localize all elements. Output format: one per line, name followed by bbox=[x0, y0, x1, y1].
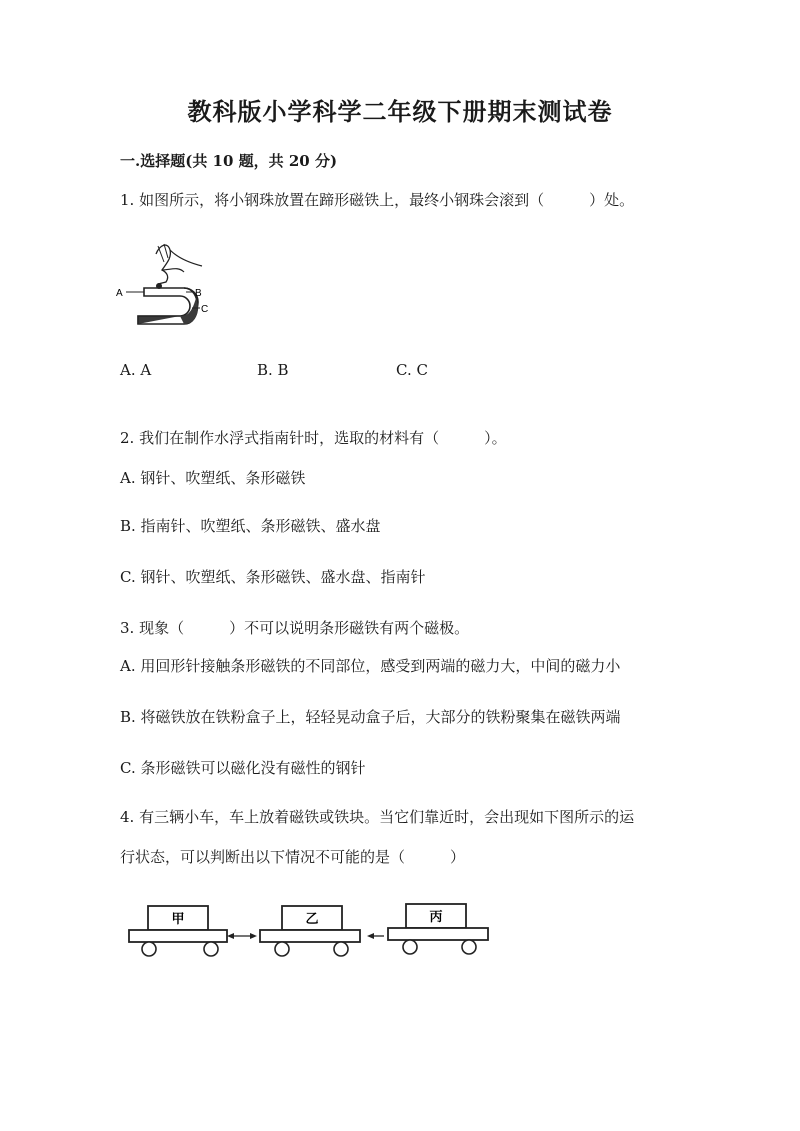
question-2-option-c[interactable]: C. 钢针、吹塑纸、条形磁铁、盛水盘、指南针 bbox=[120, 568, 426, 586]
question-3-stem: 3. 现象（ ）不可以说明条形磁铁有两个磁极。 bbox=[120, 619, 470, 637]
figure-label-a: A bbox=[116, 288, 123, 299]
question-4-stem-line-2: 行状态，可以判断出以下情况不可能的是（ ） bbox=[120, 848, 466, 866]
cart-label-jia: 甲 bbox=[171, 912, 185, 927]
figure-label-b: B bbox=[195, 288, 202, 299]
question-1-option-c[interactable]: C. C bbox=[396, 361, 428, 379]
cart-yi bbox=[260, 906, 360, 956]
horseshoe-magnet-figure bbox=[112, 236, 222, 332]
question-2-option-a[interactable]: A. 钢针、吹塑纸、条形磁铁 bbox=[120, 469, 306, 487]
section-heading: 一.选择题(共 10 题，共 20 分) bbox=[120, 152, 338, 170]
page-title: 教科版小学科学二年级下册期末测试卷 bbox=[187, 97, 613, 126]
question-1-option-a[interactable]: A. A bbox=[120, 361, 152, 379]
cart-label-yi: 乙 bbox=[305, 912, 319, 927]
question-3-option-c[interactable]: C. 条形磁铁可以磁化没有磁性的钢针 bbox=[120, 759, 366, 777]
question-4-stem-line-1: 4. 有三辆小车，车上放着磁铁或铁块。当它们靠近时，会出现如下图所示的运 bbox=[120, 808, 635, 826]
question-2-option-b[interactable]: B. 指南针、吹塑纸、条形磁铁、盛水盘 bbox=[120, 517, 381, 535]
figure-label-c: C bbox=[201, 304, 209, 315]
question-3-option-b[interactable]: B. 将磁铁放在铁粉盒子上，轻轻晃动盒子后，大部分的铁粉聚集在磁铁两端 bbox=[120, 708, 621, 726]
question-2-stem: 2. 我们在制作水浮式指南针时，选取的材料有（ ）。 bbox=[120, 429, 507, 447]
cart-label-bing: 丙 bbox=[429, 910, 443, 925]
question-1-option-b[interactable]: B. B bbox=[257, 361, 289, 379]
question-1-stem: 1. 如图所示，将小钢珠放置在蹄形磁铁上，最终小钢珠会滚到（ ）处。 bbox=[120, 191, 635, 209]
question-3-option-a[interactable]: A. 用回形针接触条形磁铁的不同部位，感受到两端的磁力大，中间的磁力小 bbox=[120, 657, 621, 675]
three-carts-figure bbox=[126, 898, 492, 960]
cart-jia bbox=[129, 906, 227, 956]
cart-bing bbox=[388, 904, 488, 954]
